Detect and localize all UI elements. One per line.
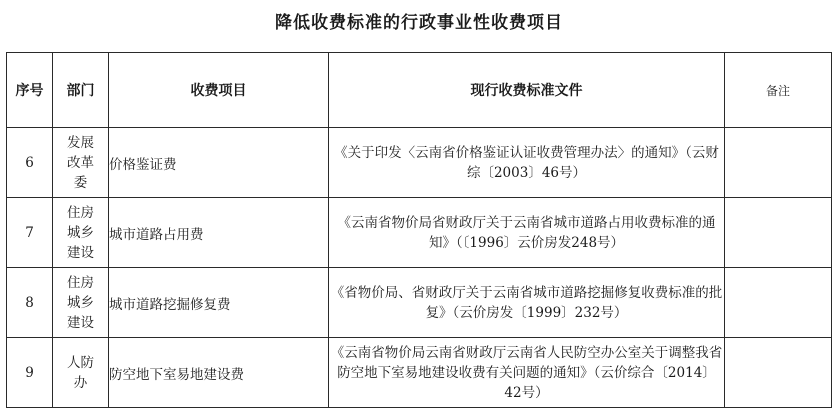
table-header-row (7, 53, 832, 128)
table-row (7, 128, 832, 198)
row-note (725, 128, 832, 198)
row-note (725, 268, 832, 338)
row-dept-text: 住房城乡建设 (67, 274, 94, 331)
row-number: 9 (7, 338, 53, 408)
row-note (725, 338, 832, 408)
row-doc: 《关于印发〈云南省价格鉴证认证收费管理办法〉的通知》（云财综〔2003〕46号） (329, 128, 725, 198)
row-doc: 《省物价局、省财政厅关于云南省城市道路挖掘修复收费标准的批复》（云价房发〔1999〕232号） (329, 268, 725, 338)
fee-items-table (6, 52, 832, 408)
table-row (7, 338, 832, 408)
header-no: 序号 (7, 53, 53, 128)
row-dept-text: 住房城乡建设 (67, 204, 94, 261)
row-dept-text: 发展改革委 (67, 134, 94, 191)
row-dept (53, 198, 109, 268)
row-item: 防空地下室易地建设费 (109, 338, 329, 408)
row-dept (53, 268, 109, 338)
header-doc: 现行收费标准文件 (329, 53, 725, 128)
header-dept: 部门 (53, 53, 109, 128)
document-title: 降低收费标准的行政事业性收费项目 (275, 13, 563, 33)
row-dept (53, 128, 109, 198)
row-item: 城市道路占用费 (109, 198, 329, 268)
row-doc: 《云南省物价局省财政厅关于云南省城市道路占用收费标准的通知》（〔1996〕云价房发248号） (329, 198, 725, 268)
row-item: 价格鉴证费 (109, 128, 329, 198)
row-number: 6 (7, 128, 53, 198)
row-dept (53, 338, 109, 408)
row-note (725, 198, 832, 268)
row-dept-text: 人防办 (67, 354, 94, 391)
row-item: 城市道路挖掘修复费 (109, 268, 329, 338)
header-item: 收费项目 (109, 53, 329, 128)
row-number: 7 (7, 198, 53, 268)
row-number: 8 (7, 268, 53, 338)
table-row (7, 198, 832, 268)
header-note: 备注 (725, 53, 832, 128)
row-doc: 《云南省物价局云南省财政厅云南省人民防空办公室关于调整我省防空地下室易地建设收费有关问题的通知》（云价综合〔2014〕42号） (329, 338, 725, 408)
table-row (7, 268, 832, 338)
